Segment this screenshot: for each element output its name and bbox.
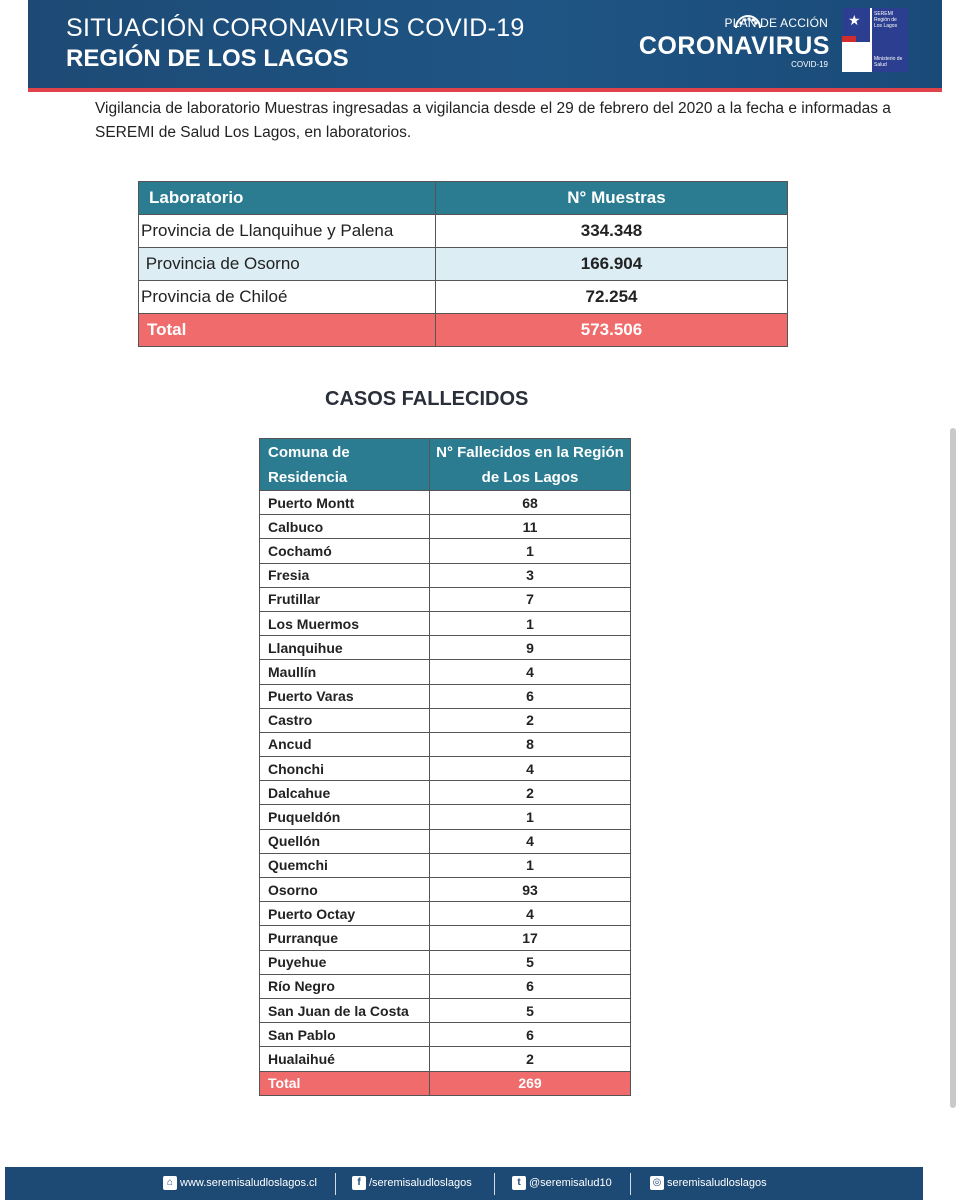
- section-title: CASOS FALLECIDOS: [325, 388, 529, 410]
- row-label: Quemchi: [260, 853, 430, 877]
- footer-web[interactable]: ⌂ www.seremisaludloslagos.cl: [163, 1176, 317, 1190]
- row-value: 2: [430, 1047, 631, 1071]
- row-label: San Juan de la Costa: [260, 998, 430, 1022]
- web-icon: ⌂: [163, 1176, 177, 1190]
- row-label: Frutillar: [260, 587, 430, 611]
- gov-logo: [842, 8, 908, 72]
- row-value: 5: [430, 950, 631, 974]
- row-value: 17: [430, 926, 631, 950]
- row-value: 2: [430, 781, 631, 805]
- column-header: N° Muestras: [436, 182, 788, 215]
- column-header: N° Fallecidos en la Región de Los Lagos: [430, 439, 631, 491]
- header-divider: [28, 88, 942, 92]
- row-value: 1: [430, 805, 631, 829]
- total-value: 573.506: [436, 314, 788, 347]
- total-row: [260, 1071, 631, 1095]
- row-value: 3: [430, 563, 631, 587]
- row-value: 7: [430, 587, 631, 611]
- table-row: [260, 684, 631, 708]
- table-row: [260, 757, 631, 781]
- table-row: [260, 636, 631, 660]
- table-row: [260, 611, 631, 635]
- table-row: [260, 708, 631, 732]
- table-row: [260, 1023, 631, 1047]
- table-row: [260, 853, 631, 877]
- row-value: 68: [430, 491, 631, 515]
- table-row: [260, 998, 631, 1022]
- row-label: Río Negro: [260, 974, 430, 998]
- table-row: [260, 1047, 631, 1071]
- row-label: Puerto Montt: [260, 491, 430, 515]
- table-row: [260, 974, 631, 998]
- deaths-table-body: [260, 491, 631, 1096]
- row-value: 6: [430, 974, 631, 998]
- plan-sub: COVID-19: [791, 60, 828, 69]
- row-label: Chonchi: [260, 757, 430, 781]
- scrollbar[interactable]: [950, 428, 956, 1108]
- table-header-row: [260, 439, 631, 491]
- table-row: [260, 805, 631, 829]
- row-label: Puerto Octay: [260, 902, 430, 926]
- row-label: Osorno: [260, 878, 430, 902]
- table-row: [139, 281, 788, 314]
- row-value: 2: [430, 708, 631, 732]
- total-label: Total: [260, 1071, 430, 1095]
- twitter-icon: t: [512, 1176, 526, 1190]
- intro-text: Vigilancia de laboratorio Muestras ingresadas a vigilancia desde el 29 de febrero del 2020 a la fecha e informadas a SEREMI de Salud Los Lagos, en laboratorios.: [95, 100, 891, 141]
- table-row: [260, 539, 631, 563]
- table-row: [260, 781, 631, 805]
- facebook-icon: f: [352, 1176, 366, 1190]
- footer-instagram[interactable]: ◎ seremisaludloslagos: [650, 1176, 767, 1190]
- total-value: 269: [430, 1071, 631, 1095]
- table-row: [260, 515, 631, 539]
- footer-divider: [494, 1173, 495, 1195]
- footer-divider: [335, 1173, 336, 1195]
- row-value: 6: [430, 1023, 631, 1047]
- footer-twitter[interactable]: t @seremisalud10: [512, 1176, 612, 1190]
- table-row: [260, 902, 631, 926]
- lab-samples-table: [138, 181, 788, 347]
- deaths-table: [259, 438, 631, 1096]
- total-label: Total: [139, 314, 436, 347]
- row-label: Hualaihué: [260, 1047, 430, 1071]
- row-value: 6: [430, 684, 631, 708]
- row-label: Quellón: [260, 829, 430, 853]
- row-label: Calbuco: [260, 515, 430, 539]
- row-value: 334.348: [436, 215, 788, 248]
- table-row: [139, 215, 788, 248]
- table-row: [139, 248, 788, 281]
- row-value: 9: [430, 636, 631, 660]
- row-label: Provincia de Osorno: [139, 248, 436, 281]
- plan-word: CORONAVIRUS: [638, 32, 830, 60]
- row-label: Los Muermos: [260, 611, 430, 635]
- row-value: 72.254: [436, 281, 788, 314]
- row-label: Provincia de Chiloé: [139, 281, 436, 314]
- plan-label: PLAN DE ACCIÓN: [724, 16, 828, 30]
- row-label: Cochamó: [260, 539, 430, 563]
- row-value: 1: [430, 853, 631, 877]
- row-label: Maullín: [260, 660, 430, 684]
- column-header: Laboratorio: [139, 182, 436, 215]
- row-label: Puyehue: [260, 950, 430, 974]
- row-label: Castro: [260, 708, 430, 732]
- table-row: [260, 491, 631, 515]
- header-title-line1: SITUACIÓN CORONAVIRUS COVID-19: [66, 14, 525, 42]
- row-label: Ancud: [260, 732, 430, 756]
- gov-logo-text: SEREMI Región de Los Lagos Ministerio de Salud: [872, 8, 908, 72]
- row-value: 1: [430, 611, 631, 635]
- table-row: [260, 587, 631, 611]
- table-row: [260, 563, 631, 587]
- row-label: Purranque: [260, 926, 430, 950]
- row-value: 4: [430, 902, 631, 926]
- instagram-icon: ◎: [650, 1176, 664, 1190]
- footer-divider: [630, 1173, 631, 1195]
- row-label: San Pablo: [260, 1023, 430, 1047]
- total-row: [139, 314, 788, 347]
- row-label: Fresia: [260, 563, 430, 587]
- row-label: Puqueldón: [260, 805, 430, 829]
- row-value: 1: [430, 539, 631, 563]
- table-row: [260, 926, 631, 950]
- footer-bar: [5, 1167, 923, 1200]
- row-label: Llanquihue: [260, 636, 430, 660]
- row-value: 166.904: [436, 248, 788, 281]
- header-title-line2: REGIÓN DE LOS LAGOS: [66, 45, 349, 72]
- row-label: Provincia de Llanquihue y Palena: [139, 215, 436, 248]
- table-header-row: [139, 182, 788, 215]
- table-row: [260, 950, 631, 974]
- row-label: Puerto Varas: [260, 684, 430, 708]
- row-value: 4: [430, 757, 631, 781]
- row-value: 5: [430, 998, 631, 1022]
- star-icon: ★: [848, 12, 861, 28]
- footer-facebook[interactable]: f /seremisaludloslagos: [352, 1176, 472, 1190]
- row-value: 8: [430, 732, 631, 756]
- plan-accion-logo: [638, 12, 830, 72]
- column-header: Comuna de Residencia: [260, 439, 430, 491]
- table-row: [260, 660, 631, 684]
- row-value: 93: [430, 878, 631, 902]
- table-row: [260, 829, 631, 853]
- table-row: [260, 878, 631, 902]
- header-banner: [28, 0, 942, 88]
- row-value: 11: [430, 515, 631, 539]
- row-label: Dalcahue: [260, 781, 430, 805]
- table-row: [260, 732, 631, 756]
- row-value: 4: [430, 660, 631, 684]
- row-value: 4: [430, 829, 631, 853]
